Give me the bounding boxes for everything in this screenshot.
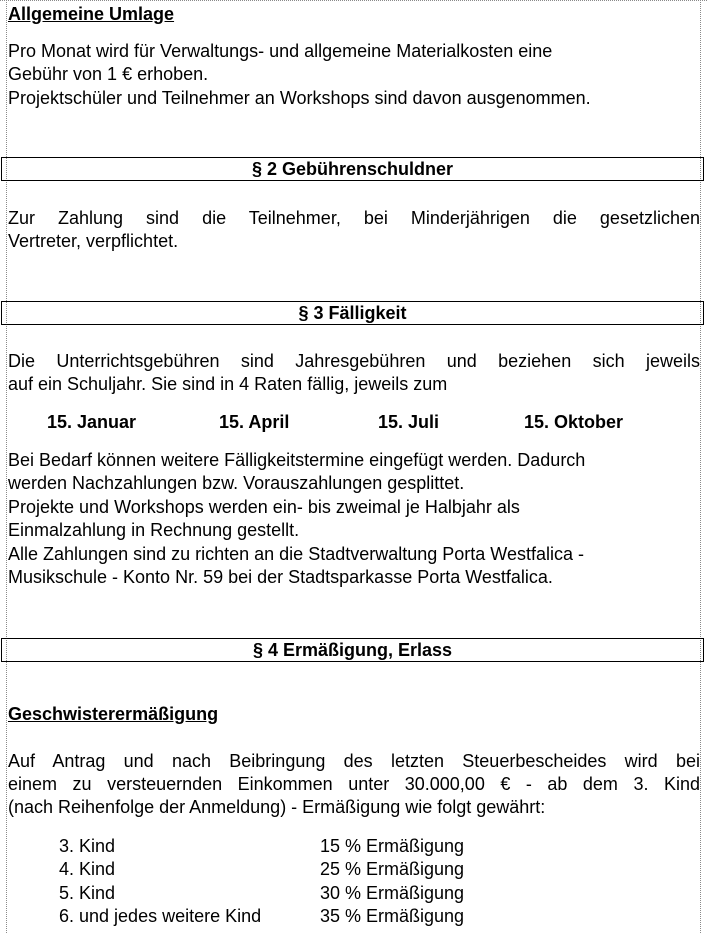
section-3-line-1: Die Unterrichtsgebühren sind Jahresgebühren und beziehen sich jeweils xyxy=(8,351,700,371)
section-4-title: § 4 Ermäßigung, Erlass xyxy=(1,638,704,662)
tier-discount-2: 25 % Ermäßigung xyxy=(320,859,465,879)
tier-child-3: 5. Kind xyxy=(59,883,116,903)
tier-discount-3: 30 % Ermäßigung xyxy=(320,883,465,903)
section-4-subheading: Geschwisterermäßigung xyxy=(8,704,219,724)
section-3-para-4: Einmalzahlung in Rechnung gestellt. xyxy=(8,520,300,540)
section-2-line-1: Zur Zahlung sind die Teilnehmer, bei Minderjährigen die gesetzlichen xyxy=(8,208,700,228)
due-date-2: 15. April xyxy=(219,412,290,432)
section-2-text xyxy=(8,207,700,253)
tier-child-4: 6. und jedes weitere Kind xyxy=(59,906,262,926)
due-date-3: 15. Juli xyxy=(378,412,440,432)
tier-child-2: 4. Kind xyxy=(59,859,116,879)
right-margin-guide xyxy=(700,0,701,933)
section-2-line-2: Vertreter, verpflichtet. xyxy=(8,231,179,251)
top-guide xyxy=(0,0,707,1)
due-date-4: 15. Oktober xyxy=(524,412,624,432)
section-3-intro xyxy=(8,350,700,396)
tier-child-1: 3. Kind xyxy=(59,836,116,856)
section-3-line-2: auf ein Schuljahr. Sie sind in 4 Raten fällig, jeweils zum xyxy=(8,374,448,394)
umlage-line-1: Pro Monat wird für Verwaltungs- und allgemeine Materialkosten eine xyxy=(8,41,553,61)
due-date-1: 15. Januar xyxy=(47,412,137,432)
section-4-line-3: (nach Reihenfolge der Anmeldung) - Ermäßigung wie folgt gewährt: xyxy=(8,797,546,817)
tier-discount-4: 35 % Ermäßigung xyxy=(320,906,465,926)
umlage-line-3: Projektschüler und Teilnehmer an Workshops sind davon ausgenommen. xyxy=(8,88,591,108)
section-2-title: § 2 Gebührenschuldner xyxy=(1,157,704,181)
section-3-para-5: Alle Zahlungen sind zu richten an die Stadtverwaltung Porta Westfalica - xyxy=(8,544,584,564)
left-margin-guide xyxy=(6,0,7,933)
tier-discount-1: 15 % Ermäßigung xyxy=(320,836,465,856)
section-3-para-3: Projekte und Workshops werden ein- bis zweimal je Halbjahr als xyxy=(8,497,520,517)
section-3-para-1: Bei Bedarf können weitere Fälligkeitstermine eingefügt werden. Dadurch xyxy=(8,450,586,470)
section-4-line-2: einem zu versteuernden Einkommen unter 30.000,00 € - ab dem 3. Kind xyxy=(8,774,700,794)
section-4-text xyxy=(8,750,700,819)
section-4-line-1: Auf Antrag und nach Beibringung des letzten Steuerbescheides wird bei xyxy=(8,751,700,771)
section-3-para-6: Musikschule - Konto Nr. 59 bei der Stadtsparkasse Porta Westfalica. xyxy=(8,567,553,587)
umlage-line-2: Gebühr von 1 € erhoben. xyxy=(8,64,209,84)
umlage-heading: Allgemeine Umlage xyxy=(8,4,175,24)
section-3-para-2: werden Nachzahlungen bzw. Vorauszahlungen gesplittet. xyxy=(8,473,465,493)
section-3-title: § 3 Fälligkeit xyxy=(1,301,704,325)
